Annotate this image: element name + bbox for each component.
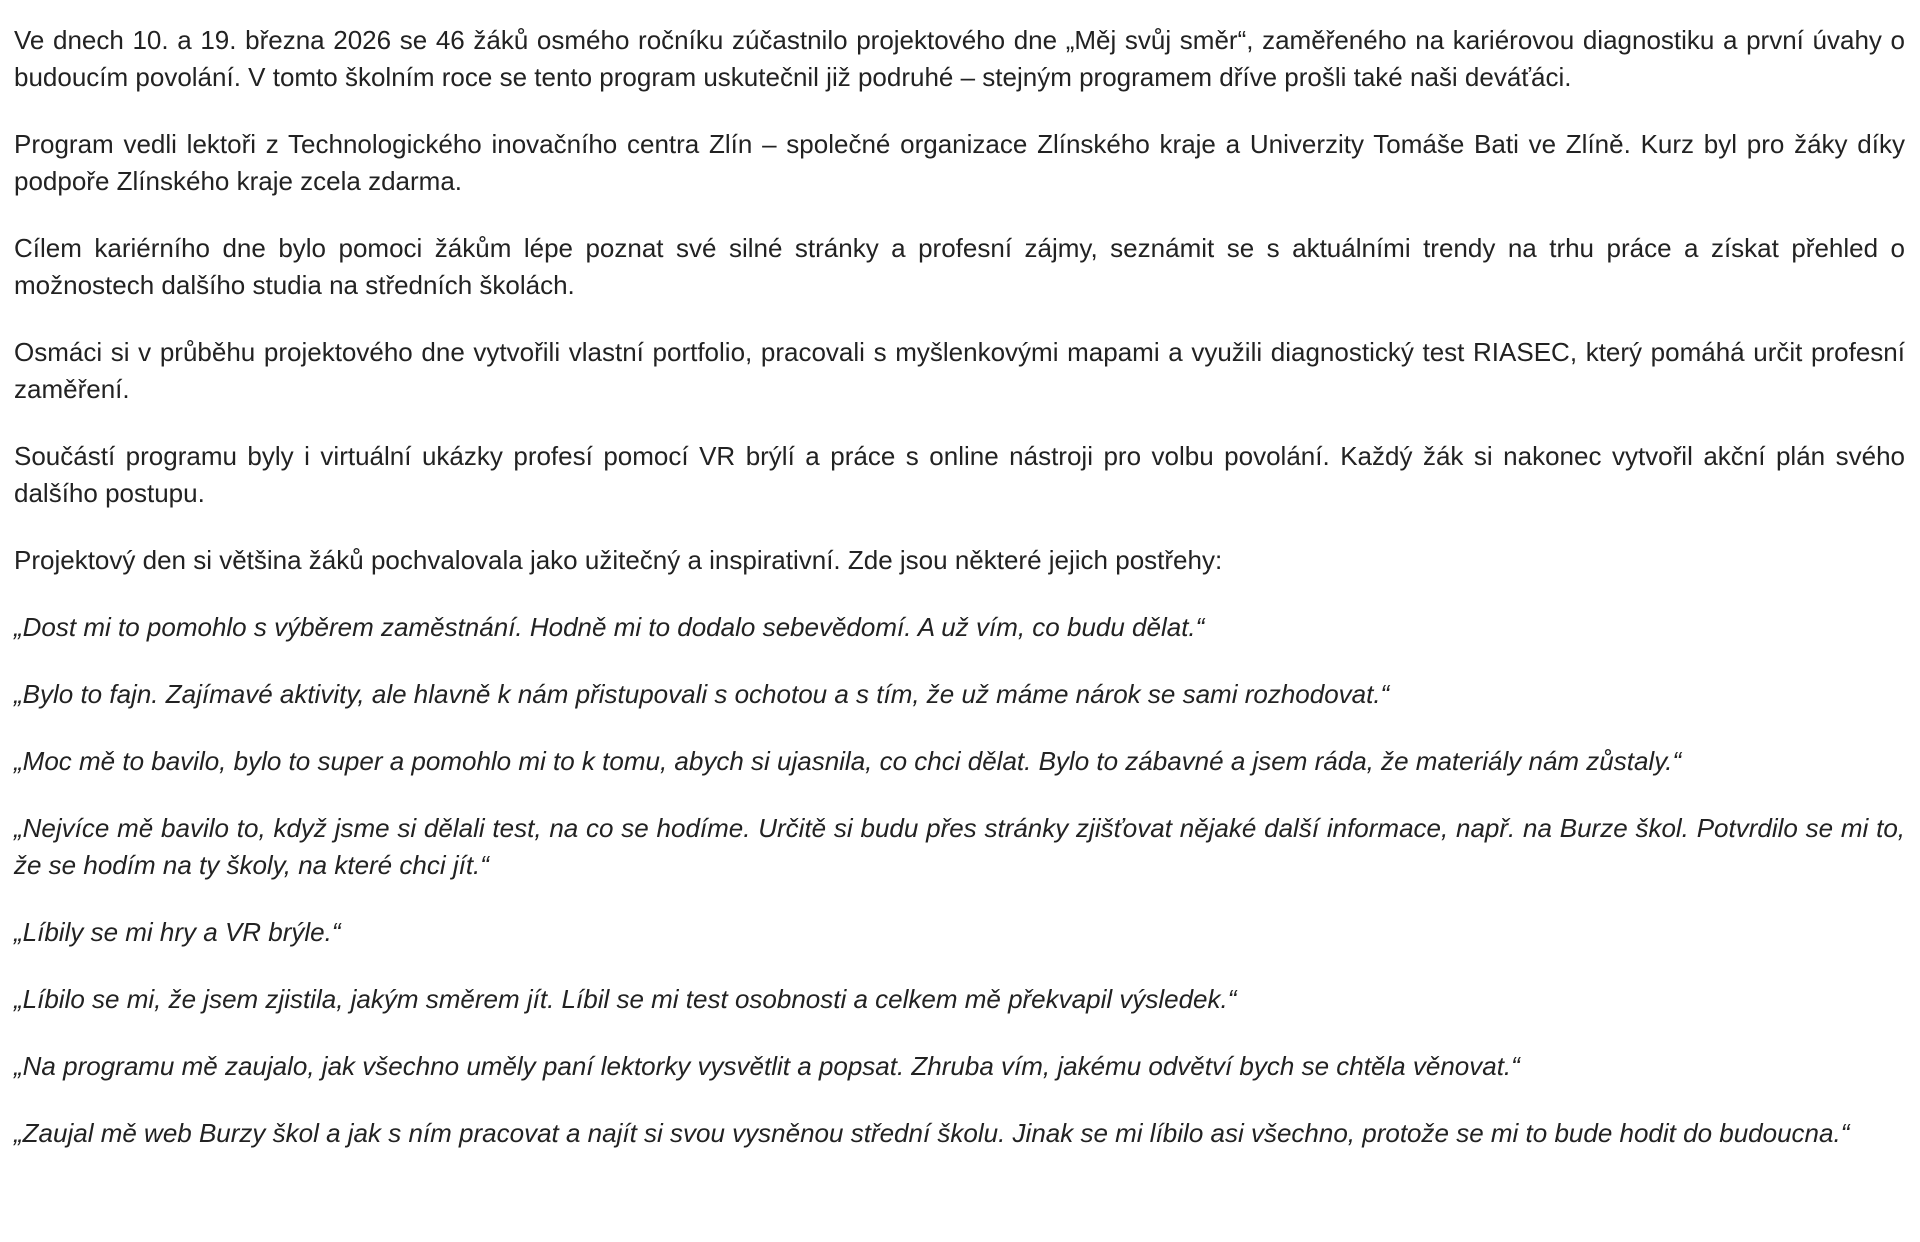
student-quote: „Zaujal mě web Burzy škol a jak s ním pracovat a najít si svou vysněnou střední školu. Jinak se mi líbilo asi všechno, protože se mi to bude hodit do budoucna.“ [14,1118,1850,1148]
intro-paragraph: Ve dnech 10. a 19. března 2026 se 46 žáků osmého ročníku zúčastnilo projektového dne „Měj svůj směr“, zaměřeného na kariérovou diagnostiku a první úvahy o budoucím povolání. V tomto školním roce se tento program uskutečnil již podruhé – stejným programem dříve prošli také naši deváťáci. [14,25,1905,92]
organizers-paragraph: Program vedli lektoři z Technologického inovačního centra Zlín – společné organizace Zlínského kraje a Univerzity Tomáše Bati ve Zlíně. Kurz byl pro žáky díky podpoře Zlínského kraje zcela zdarma. [14,129,1905,196]
feedback-intro-paragraph: Projektový den si většina žáků pochvalovala jako užitečný a inspirativní. Zde jsou některé jejich postřehy: [14,545,1223,575]
student-quote: „Na programu mě zaujalo, jak všechno uměly paní lektorky vysvětlit a popsat. Zhruba vím, jakému odvětví bych se chtěla věnovat.“ [14,1051,1520,1081]
activities-paragraph: Osmáci si v průběhu projektového dne vytvořili vlastní portfolio, pracovali s myšlenkovými mapami a využili diagnostický test RIASEC, který pomáhá určit profesní zaměření. [14,337,1905,404]
program-parts-paragraph: Součástí programu byly i virtuální ukázky profesí pomocí VR brýlí a práce s online nástroji pro volbu povolání. Každý žák si nakonec vytvořil akční plán svého dalšího postupu. [14,441,1905,508]
student-quote: „Líbily se mi hry a VR brýle.“ [14,917,341,947]
student-quote: „Líbilo se mi, že jsem zjistila, jakým směrem jít. Líbil se mi test osobnosti a celkem mě překvapil výsledek.“ [14,984,1237,1014]
student-quote: „Bylo to fajn. Zajímavé aktivity, ale hlavně k nám přistupovali s ochotou a s tím, že už máme nárok se sami rozhodovat.“ [14,679,1390,709]
student-quote: „Dost mi to pomohlo s výběrem zaměstnání. Hodně mi to dodalo sebevědomí. A už vím, co budu dělat.“ [14,612,1205,642]
article-body [14,22,1905,1182]
student-quote: „Moc mě to bavilo, bylo to super a pomohlo mi to k tomu, abych si ujasnila, co chci dělat. Bylo to zábavné a jsem ráda, že materiály nám zůstaly.“ [14,746,1682,776]
student-quote: „Nejvíce mě bavilo to, když jsme si dělali test, na co se hodíme. Určitě si budu přes stránky zjišťovat nějaké další informace, např. na Burze škol. Potvrdilo se mi to, že se hodím na ty školy, na které chci jít.“ [14,813,1905,880]
goal-paragraph: Cílem kariérního dne bylo pomoci žákům lépe poznat své silné stránky a profesní zájmy, seznámit se s aktuálními trendy na trhu práce a získat přehled o možnostech dalšího studia na středních školách. [14,233,1905,300]
